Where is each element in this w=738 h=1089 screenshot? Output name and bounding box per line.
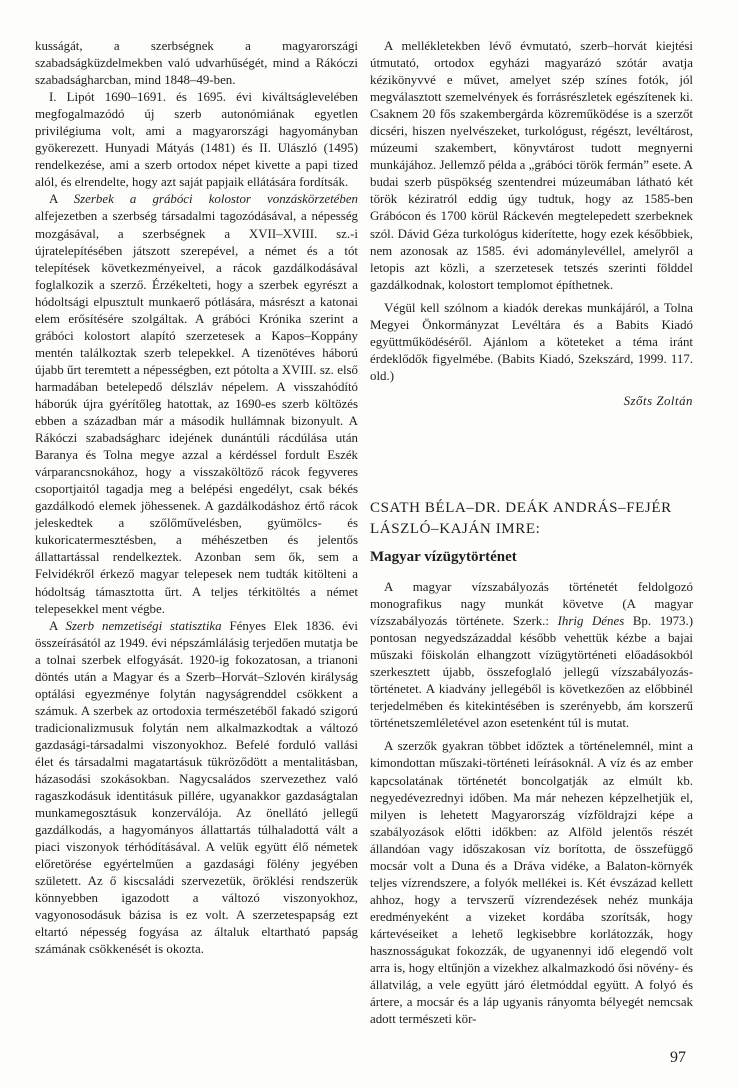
left-paragraph-1: kusságát, a szerbségnek a magyarországi szabadságküzdelmekben való udvarhűségét, mind a Rákóczi szabadságharcban, mind 1848–49-ben. <box>35 39 358 88</box>
left-paragraph-4-rest: Fényes Elek 1836. évi összeírásától az 1949. évi népszámlálásig terjedően mutatja be a tolnai szerbek elfogyását. 1920-ig fokozatosan, a trianoni döntés után a Magyar és a Szerb–Horvát–Szlovén királyság optálási egyezménye folytán nagyságrenddel csökkent a számuk. A szerbek az ortodoxia természetéből fakadó szigorú tradicionalizmusuk folytán nem alkalmazkodtak a változó gazdasági-társadalmi viszonyokhoz. Befelé forduló vallási élet és társadalmi magatartásuk tükröződött a mentalitásban, házasodási szokásokban. Nagycsaládos szervezethez való ragaszkodásuk identitásuk pillére, ugyanakkor gazdaságtalan munkamegosztásuk konzerválója. Az önellátó jellegű gazdálkodás, a hagyományos állattartás túlhaladottá vált a piaci viszonyok térhódításával. A velük együtt élő németek előretörése egyértelműen a gazdasági fölény jegyében született. Az ő kiscsaládi szervezetük, öröklési rendszerük könnyebben igazodott a változó viszonyokhoz, vagyonosodásuk bázisa is ez volt. A szerzetespapság ezt eltartó népesség fogyása az általuk eltartható papság számának csökkenését is okozta. <box>35 618 358 957</box>
right-paragraph-3-italic: Ihrig Dénes <box>557 614 625 629</box>
left-paragraph-3-italic: Szerbek a grábóci kolostor vonzáskörzetében <box>73 192 358 207</box>
right-paragraph-1: A mellékletekben lévő évmutató, szerb–horvát kiejtési útmutató, ortodox egyházi magyarázó szótár avatja kézikönyvvé e művet, amelyet szép színes fotók, jól megválasztott szemelvények és forrásrészletek egészítenek ki. Csaknem 20 fős szakembergárda közreműködése is a szerzőt dicséri, hiszen nyelvészeket, turkológust, régészt, levéltárost, múzeumi szakembert, könyvtárost tudott megnyerni munkájához. Jellemző példa a „grábóci török fermán” esete. A budai szerb püspökség szentendrei múzeumában látható két török kéziratról eddig úgy tudtuk, hogy az 1585-ben Grábócon és 1700 körül Ráckevén megtelepedett szerbeknek szól. Dávid Géza turkológus kiderítette, hogy ezek későbbiek, nem azonosak az 1585. évi adománylevéllel, amelyről a letopis azt közli, a szerzetesek tetszés szerinti földdel gazdálkodnak, kolostort templomot építhetnek. <box>370 39 693 292</box>
right-paragraph-3-rest: Bp. 1973.) pontosan negyedszázaddal később vehettük kézbe a bajai műszaki főiskolán elhangzott vízügytörténeti előadásokból szerkesztett újabb, összefoglaló jellegű vízszabályozás-történetet. A kiadvány jellegéből is következően az előbbinél terjedelmében és kitekintésében is szerényebb, ám korszerű történetszemléletével azon esetenként túl is mutat. <box>370 614 693 731</box>
review-heading-authors: CSATH BÉLA–DR. DEÁK ANDRÁS–FEJÉR LÁSZLÓ–KAJÁN IMRE: <box>370 499 672 537</box>
left-paragraph-4-prefix: A <box>49 618 66 633</box>
left-column <box>35 38 358 959</box>
left-paragraph-4-italic: Szerb nemzetiségi statisztika <box>65 618 222 633</box>
left-paragraph-3-rest: alfejezetben a szerbség társadalmi tagozódásával, a népesség mozgásával, a szerbségnek a XVII–XVIII. sz.-i újratelepítésében játszott szerepével, a német és a tót telepítések következményeivel, a rácok gazdálkodásával foglalkozik a szerző. Érzékelteti, hogy a szerbek egyrészt a hódoltsági elpusztult munkaerő pótlására, másrészt a katonai elem erősítésére szolgáltak. A grábóci Krónika szerint a grábóci kolostort alapító szerzetesek a Kapos–Koppány mentén találkoztak szerb telepekkel. A tizenötéves háború újabb űrt teremtett a népességben, ezt pótolta a XVIII. sz. első harmadában betelepedő délszláv népelem. A visszahódító háborúk újra gyérítőleg hatottak, az 1690-es szerb költözés ebben a században már a második hullámnak bizonyult. A Rákóczi szabadságharc idejének dunántúli rácdúlása után Baranya és Tolna megye azzal a kérdéssel fordult Eszék várparancsnokához, hogy a visszaköltöző rácok fegyveres csoportjaitól tagadja meg a belépési engedélyt, csak békés gazdálkodó elemek jöhessenek. A gazdálkodáshoz értő rácok jeleskedtek a szőlőművelésben, gyümölcs- és kukoricatermesztésben, a méhészetben és jelentős állattartással rendelkeztek. Azonban sem ők, sem a Felvidékről érkező magyar telepesek nem tudták kitölteni a hódoltság támasztotta űrt. A teljes térkitöltés a német telepesekkel ment végbe. <box>35 209 358 616</box>
review-heading-title: Magyar vízügytörténet <box>370 548 517 565</box>
right-paragraph-4: A szerzők gyakran többet időztek a történelemnél, mint a kimondottan műszaki-történeti leírásoknál. A víz és az ember kapcsolatának történetét boncolgatják az elmúlt kb. negyedévezrednyi időben. Ma már nehezen képzelhetjük el, milyen is lehetett Magyarország vízföldrajzi képe a szabályozások előtti időkben: az Alföld jelentős részét állandóan vagy időszakosan víz borította, de összefüggő mocsár volt a Duna és a Dráva vidéke, a Balaton-környék teljes vízrendszere, a folyók mellékei is. Két évszázad kellett ahhoz, hogy a tervszerű vízrendezések nehéz munkája eredményeként a vizeket kordába szorítsák, hogy kártevéseiket a lehető legkisebbre korlátozzák, hogy hasznosságukat fokozzák, de ugyanennyi idő elegendő volt arra is, hogy eltűnjön a vizekhez alkalmazkodó ősi növény- és állatvilág, a vele együtt járó életmóddal együtt. A folyó és ártere, a mocsár és a láp ugyanis rányomta bélyegét nemcsak adott természeti kör- <box>370 739 693 1027</box>
right-paragraph-3-prefix: A magyar vízszabályozás történetét feldolgozó monografikus nagy munkát követve (A magyar vízszabályozás története. Szerk.: <box>370 579 693 629</box>
left-paragraph-3-prefix: A <box>49 192 74 207</box>
right-paragraph-2: Végül kell szólnom a kiadók derekas munkájáról, a Tolna Megyei Önkormányzat Levéltára és a Babits Kiadó együttműködéséről. Ajánlom a köteteket a téma iránt érdeklődők figyelmébe. (Babits Kiadó, Szekszárd, 1999. 117. old.) <box>370 300 693 383</box>
right-paragraph-3 <box>370 579 693 732</box>
review-signature: Szőts Zoltán <box>623 393 693 408</box>
page-number: 97 <box>670 1049 686 1066</box>
right-column <box>370 38 693 1028</box>
left-paragraph-4 <box>35 618 358 959</box>
left-paragraph-3 <box>35 191 358 617</box>
left-paragraph-2: I. Lipót 1690–1691. és 1695. évi kiváltságlevelében megfogalmazódó új szerb autonómiának egyetlen privilégiuma volt, ami a magyarországi hagyományban gyökerezett. Hunyadi Mátyás (1481) és II. Ulászló (1495) rendelkezése, ami a szerb ortodox népet kivette a papi tized alól, és elrendelte, hogy azt saját papjaik ellátására fordítsák. <box>35 90 358 190</box>
